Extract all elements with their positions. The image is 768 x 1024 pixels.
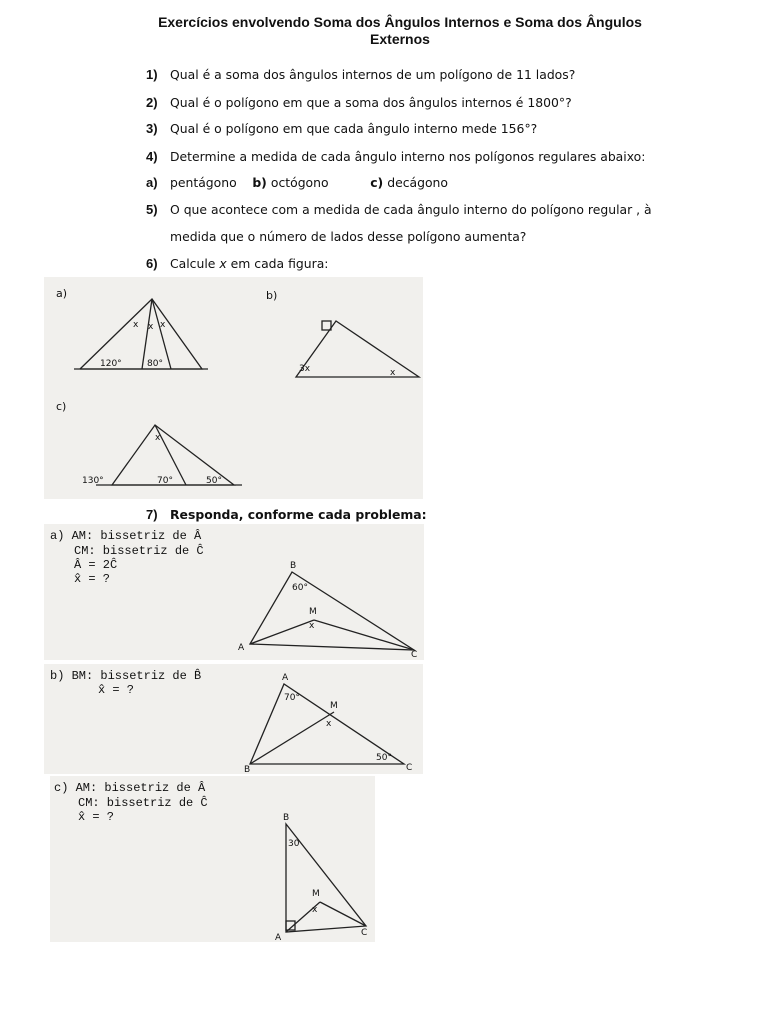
question-5: 5) O que acontece com a medida de cada ângulo interno do polígono regular , à [146, 202, 652, 217]
figure-7a-line-3: Â = 2Ĉ [74, 558, 118, 572]
figure-7c-line-3: x̂ = ? [78, 810, 115, 824]
figure-6c-angle-70: 70° [157, 476, 173, 486]
figure-6a-angle-80: 80° [147, 359, 163, 369]
figure-6c-angle-130: 130° [82, 476, 104, 486]
figure-6a-x3: x [160, 320, 166, 330]
figure-6a-angle-120: 120° [100, 359, 122, 369]
figure-7a-x: x [309, 621, 315, 631]
figure-7b-line-1: b) BM: bissetriz de B̂ [50, 669, 202, 683]
figure-question-7b [44, 664, 423, 774]
figure-7b-x: x [326, 719, 332, 729]
figure-7a-point-m: M [309, 607, 317, 617]
question-6: 6) Calcule x em cada figura: [146, 256, 329, 271]
figure-7c-vertex-b: B [283, 813, 290, 823]
figure-7c-line-2: CM: bissetriz de Ĉ [78, 796, 208, 810]
figure-7b-vertex-b: B [244, 765, 251, 774]
figure-7a-vertex-a: A [238, 643, 245, 653]
figure-6c-x: x [155, 433, 161, 443]
figure-7c-vertex-a: A [275, 933, 282, 942]
figure-7c-angle-30: 30 [288, 839, 300, 849]
figure-7b-angle-70: 70° [284, 693, 300, 703]
figure-question-7c [50, 776, 375, 942]
figure-6b-label: b) [266, 289, 278, 302]
figure-7c-point-m: M [312, 889, 320, 899]
figure-7a-vertex-b: B [290, 561, 297, 571]
figure-6b-angle-x: x [390, 368, 396, 378]
figure-7b-angle-50: 50° [376, 753, 392, 763]
figure-7a-vertex-c: C [411, 650, 418, 660]
figure-7a-line-1: a) AM: bissetriz de Â [50, 529, 202, 543]
figure-7b-vertex-a: A [282, 673, 289, 683]
figure-6c-label: c) [56, 400, 67, 413]
question-3: 3) Qual é o polígono em que cada ângulo interno mede 156°? [146, 121, 538, 136]
figure-7a-angle-60: 60° [292, 583, 308, 593]
figure-question-6 [44, 277, 423, 499]
question-4: 4) Determine a medida de cada ângulo interno nos polígonos regulares abaixo: [146, 149, 646, 164]
figure-7a-line-2: CM: bissetriz de Ĉ [74, 544, 204, 558]
figure-7b-line-2: x̂ = ? [98, 683, 135, 697]
figure-6a-x1: x [133, 320, 139, 330]
figure-question-7a [44, 524, 424, 660]
figure-6a-label: a) [56, 287, 68, 300]
question-5-continued: medida que o número de lados desse polígono aumenta? [170, 229, 527, 244]
figure-7a-line-4: x̂ = ? [74, 572, 111, 586]
figure-7b-vertex-c: C [406, 763, 413, 773]
figure-6c-angle-50: 50° [206, 476, 222, 486]
question-2: 2) Qual é o polígono em que a soma dos ângulos internos é 1800°? [146, 95, 572, 110]
figure-7c-vertex-c: C [361, 928, 368, 938]
figure-7c-line-1: c) AM: bissetriz de Â [54, 781, 206, 795]
question-1: 1) Qual é a soma dos ângulos internos de um polígono de 11 lados? [146, 67, 576, 82]
page-title: Exercícios envolvendo Soma dos Ângulos Internos e Soma dos Ângulos Externos [158, 14, 642, 47]
question-4-options: a) pentágono b) octógono c) decágono [146, 175, 448, 190]
figure-6a-x2: x [148, 322, 154, 332]
question-7: 7) Responda, conforme cada problema: [146, 507, 427, 522]
figure-6b-angle-3x: 3x [299, 364, 311, 374]
figure-7c-x: x [312, 905, 318, 915]
figure-7b-point-m: M [330, 701, 338, 711]
